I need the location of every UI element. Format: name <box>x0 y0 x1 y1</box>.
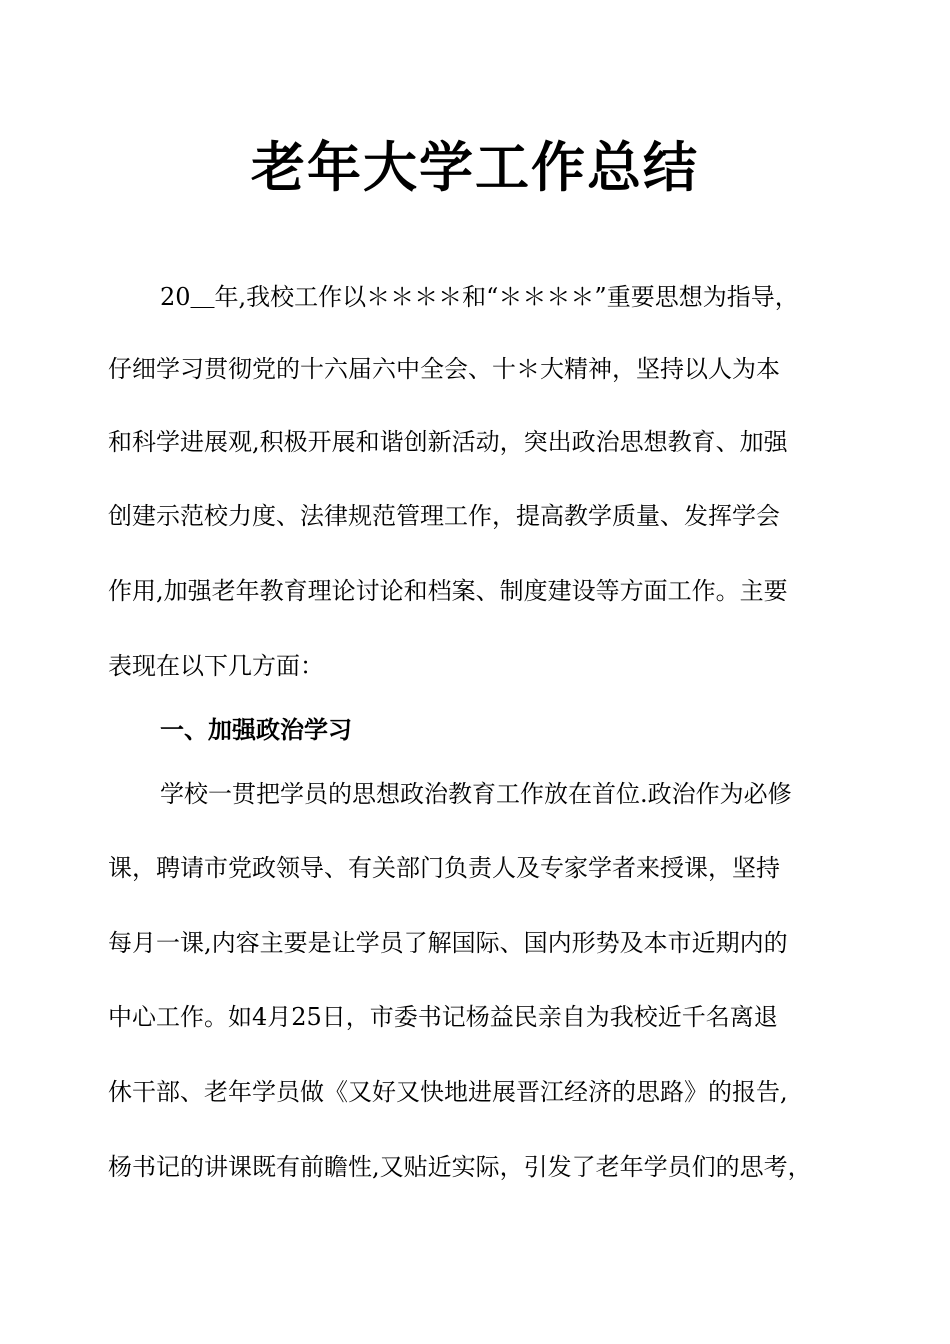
paragraph-line: 20＿年,我校工作以＊＊＊＊和“＊＊＊＊”重要思想为指导， <box>160 283 799 311</box>
paragraph-line: 每月一课,内容主要是让学员了解国际、国内形势及本市近期内的 <box>108 929 788 957</box>
paragraph-line: 杨书记的讲课既有前瞻性,又贴近实际，引发了老年学员们的思考， <box>108 1153 812 1181</box>
paragraph-line: 作用,加强老年教育理论讨论和档案、制度建设等方面工作。主要 <box>108 577 788 605</box>
paragraph-line: 和科学进展观,积极开展和谐创新活动，突出政治思想教育、加强 <box>108 428 788 456</box>
paragraph-line: 表现在以下几方面： <box>108 652 324 680</box>
paragraph-line: 学校一贯把学员的思想政治教育工作放在首位.政治作为必修 <box>160 780 792 808</box>
paragraph-line: 休干部、老年学员做《又好又快地进展晋江经济的思路》的报告, <box>108 1078 788 1106</box>
document-title: 老年大学工作总结 <box>251 136 699 199</box>
paragraph-line: 创建示范校力度、法律规范管理工作，提高教学质量、发挥学会 <box>108 502 780 530</box>
paragraph-line: 中心工作。如4月25日，市委书记杨益民亲自为我校近千名离退 <box>108 1003 778 1031</box>
section-heading: 一、加强政治学习 <box>160 716 352 744</box>
paragraph-line: 仔细学习贯彻党的十六届六中全会、十＊大精神，坚持以人为本 <box>108 355 780 383</box>
paragraph-line: 课，聘请市党政领导、有关部门负责人及专家学者来授课，坚持 <box>108 854 780 882</box>
